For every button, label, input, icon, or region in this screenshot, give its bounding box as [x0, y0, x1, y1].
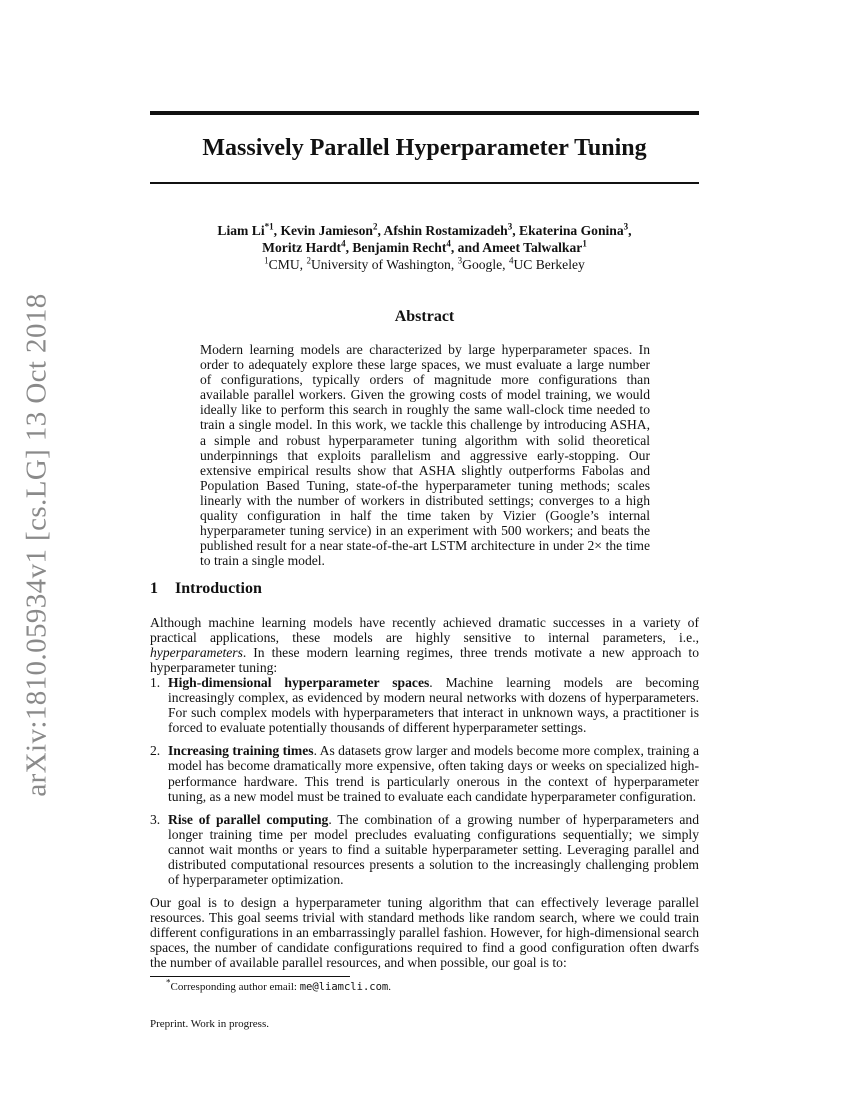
- list-term: Increasing training times: [168, 743, 314, 759]
- footnote-rule: [150, 976, 350, 977]
- author-name: Moritz Hardt: [262, 240, 342, 255]
- author-separator: ,: [345, 240, 353, 255]
- author-affiliation-mark: 4: [341, 238, 346, 249]
- affiliation-separator: ,: [450, 257, 458, 272]
- author-affiliation-mark: 2: [372, 221, 378, 232]
- list-term: High-dimensional hyperparameter spaces: [168, 675, 430, 690]
- author-list: [150, 222, 699, 256]
- author-separator: ,: [273, 223, 281, 238]
- author-name: Afshin Rostamizadeh: [383, 223, 508, 238]
- affiliation-list: [150, 256, 699, 273]
- footnote-email: me@liamcli.com: [299, 981, 389, 993]
- author-affiliation-mark: 3: [623, 221, 629, 232]
- goal-paragraph: Our goal is to design a hyperparameter tuning algorithm that can effectively leverage parallel resources. This goal seems trivial with standard methods like random search, where we could train different configurations in an embarrassingly parallel fashion. However, for high-dimensional search spaces, the number of candidate configurations required to find a good configuration often dwarfs the number of available parallel resources, and when possible, our goal is to:: [150, 895, 699, 971]
- affiliation-mark: 3: [457, 255, 463, 266]
- author-separator: ,: [628, 223, 632, 238]
- abstract-body: [200, 342, 650, 568]
- list-item: [150, 812, 699, 887]
- abstract-heading: Abstract: [394, 308, 455, 325]
- abstract-text-end: the time to train a single model.: [200, 538, 650, 569]
- title-bottom-rule: [150, 182, 699, 184]
- affiliation-name: UC Berkeley: [513, 257, 585, 272]
- arxiv-identifier: arXiv:1810.05934v1 [cs.LG] 13 Oct 2018: [20, 293, 53, 797]
- intro-text: Although machine learning models have recently achieved dramatic successes in a variety of practical applications, these models are highly sensitive to internal parameters, i.e.,: [150, 615, 699, 646]
- section-number: 1: [150, 580, 158, 597]
- footnote-label: Corresponding author email:: [170, 981, 300, 993]
- footnote: [166, 977, 391, 993]
- times-symbol: ×: [594, 538, 602, 554]
- list-term: Rise of parallel computing: [168, 811, 329, 827]
- footnote-mark: *: [166, 977, 171, 988]
- section-heading: [150, 580, 262, 598]
- list-item: [150, 675, 699, 735]
- trend-list: [150, 675, 699, 895]
- list-marker: 3.: [150, 811, 161, 827]
- author-name: Ameet Talwalkar: [482, 240, 583, 255]
- author-separator: ,: [512, 223, 520, 238]
- affiliation-name: CMU: [268, 257, 300, 272]
- list-marker: 1.: [150, 675, 161, 690]
- affiliation-separator: ,: [299, 257, 307, 272]
- paper-title: Massively Parallel Hyperparameter Tuning: [202, 135, 647, 161]
- section-title: Introduction: [175, 580, 262, 597]
- intro-paragraph: [150, 615, 699, 675]
- affiliation-mark: 2: [306, 255, 311, 266]
- author-affiliation-mark: 3: [507, 221, 513, 232]
- affiliation-mark: 4: [508, 255, 514, 266]
- author-separator: ,: [377, 223, 384, 238]
- list-text: . As datasets grow larger and models become more complex, training a model has become dramatically more expensive, often taking days or weeks on specialized high-performance hardware. This trend is particularly onerous in the context of hyperparameter tuning, as a new model must be trained to evaluate each candidate hyperparameter configuration.: [168, 743, 699, 804]
- list-text: . The combination of a growing number of hyperparameters and longer training time per model precludes evaluating configurations sequentially; we simply cannot wait months or years to find a suitable hyperparameter setting. Leveraging parallel and distributed computational resources presents a solution to the increasingly challenging problem of hyperparameter optimization.: [168, 811, 699, 888]
- author-name: Ekaterina Gonina: [519, 223, 624, 238]
- author-affiliation-mark: 1: [582, 238, 587, 249]
- list-item: [150, 743, 699, 803]
- affiliation-name: Google: [462, 257, 503, 272]
- author-name: Benjamin Recht: [352, 240, 447, 255]
- author-name: Liam Li: [217, 223, 265, 238]
- author-separator: , and: [450, 240, 483, 255]
- footnote-end: .: [388, 981, 391, 993]
- affiliation-name: University of Washington: [310, 257, 451, 272]
- preprint-note: Preprint. Work in progress.: [150, 1018, 269, 1030]
- intro-text-end: . In these modern learning regimes, three trends motivate a new approach to hyperparameter tuning:: [150, 645, 699, 676]
- author-name: Kevin Jamieson: [280, 223, 373, 238]
- author-affiliation-mark: 4: [446, 238, 451, 249]
- title-top-rule: [150, 111, 699, 115]
- abstract-text: Modern learning models are characterized by large hyperparameter spaces. In order to adequately explore these large spaces, we must evaluate a large number of configurations, typically orders of magnitude more configurations than available parallel workers. Given the growing costs of model training, we would ideally like to perform this search in roughly the same wall-clock time needed to train a single model. In this work, we tackle this challenge by introducing ASHA, a simple and robust hyperparameter tuning algorithm with solid theoretical underpinnings that exploits parallelism and aggressive early-stopping. Our extensive empirical results show that ASHA slightly outperforms Fabolas and Population Based Tuning, state-of-the hyperparameter tuning methods; scales linearly with the number of workers in distributed settings; converges to a high quality configuration in half the time taken by Vizier (Google’s internal hyperparameter tuning service) in an experiment with 500 workers; and beats the published result for a near state-of-the-art LSTM architecture in under 2: [200, 342, 650, 554]
- intro-emphasis: hyperparameters: [150, 645, 243, 661]
- author-block: [150, 222, 699, 273]
- list-marker: 2.: [150, 743, 161, 759]
- author-affiliation-mark: *1: [264, 221, 274, 232]
- affiliation-mark: 1: [264, 255, 269, 266]
- list-text: . Machine learning models are becoming increasingly complex, as evidenced by modern neural networks with dozens of hyperparameters. For such complex models with hyperparameters that interact in unknown ways, a practitioner is forced to evaluate potentially thousands of different hyperparameter settings.: [168, 675, 699, 736]
- affiliation-separator: ,: [502, 257, 509, 272]
